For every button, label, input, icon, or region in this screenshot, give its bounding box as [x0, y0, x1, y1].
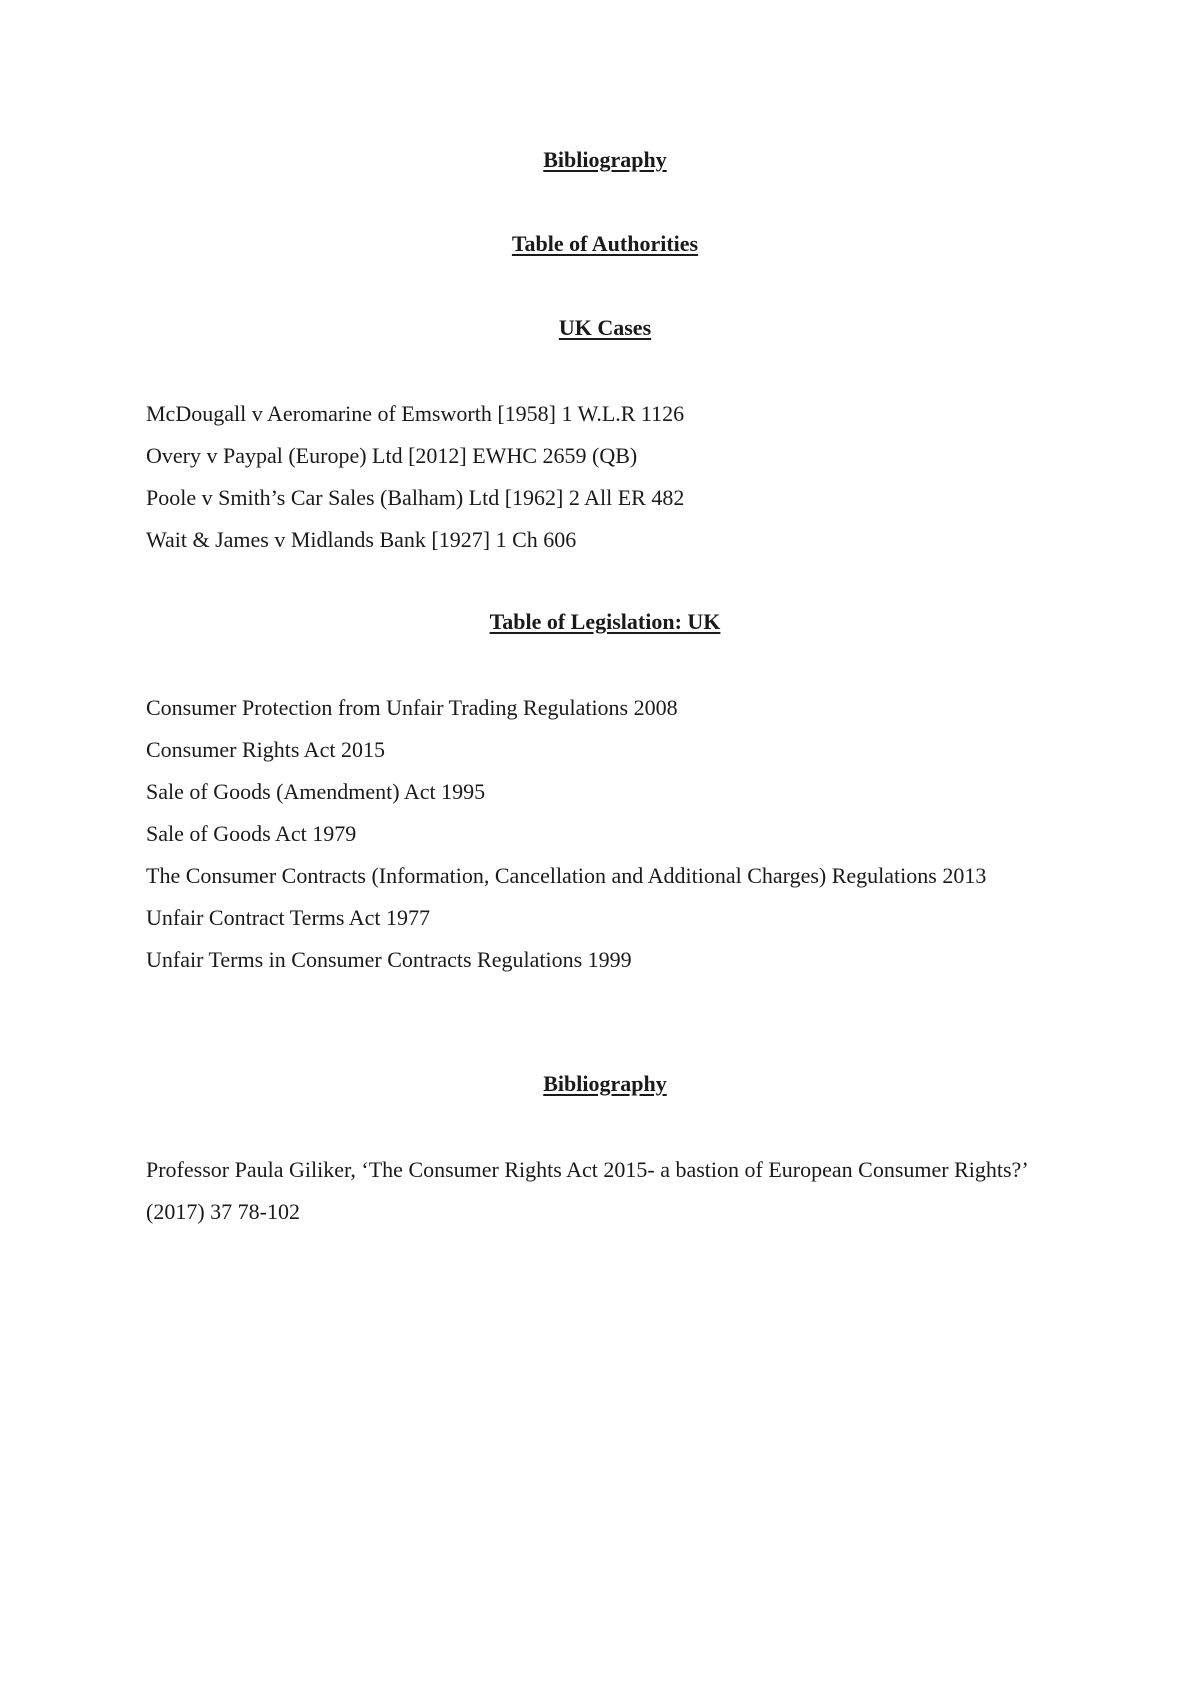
legislation-entry: Sale of Goods (Amendment) Act 1995 — [146, 779, 486, 804]
legislation-list — [146, 687, 1046, 981]
legislation-entry: Unfair Contract Terms Act 1977 — [146, 905, 430, 930]
legislation-entry: Consumer Protection from Unfair Trading Regulations 2008 — [146, 695, 678, 720]
legislation-entry: Unfair Terms in Consumer Contracts Regulations 1999 — [146, 947, 632, 972]
case-entry: Overy v Paypal (Europe) Ltd [2012] EWHC 2659 (QB) — [146, 443, 638, 468]
bibliography-list — [146, 1149, 1046, 1233]
authorities-heading: Table of Authorities — [511, 231, 699, 256]
bibliography-heading: Bibliography — [543, 1071, 667, 1096]
case-entry: McDougall v Aeromarine of Emsworth [1958] 1 W.L.R 1126 — [146, 401, 685, 426]
legislation-heading: Table of Legislation: UK — [489, 609, 721, 634]
legislation-entry: Sale of Goods Act 1979 — [146, 821, 357, 846]
page-title: Bibliography — [543, 147, 667, 172]
uk-cases-list — [146, 393, 1046, 561]
legislation-entry: The Consumer Contracts (Information, Cancellation and Additional Charges) Regulations 2013 — [146, 863, 987, 888]
uk-cases-heading: UK Cases — [558, 315, 652, 340]
legislation-entry: Consumer Rights Act 2015 — [146, 737, 385, 762]
case-entry: Wait & James v Midlands Bank [1927] 1 Ch 606 — [146, 527, 577, 552]
bibliography-entry: Professor Paula Giliker, ‘The Consumer Rights Act 2015- a bastion of European Consumer Rights?’ (2017) 37 78-102 — [146, 1157, 1028, 1224]
case-entry: Poole v Smith’s Car Sales (Balham) Ltd [1962] 2 All ER 482 — [146, 485, 685, 510]
